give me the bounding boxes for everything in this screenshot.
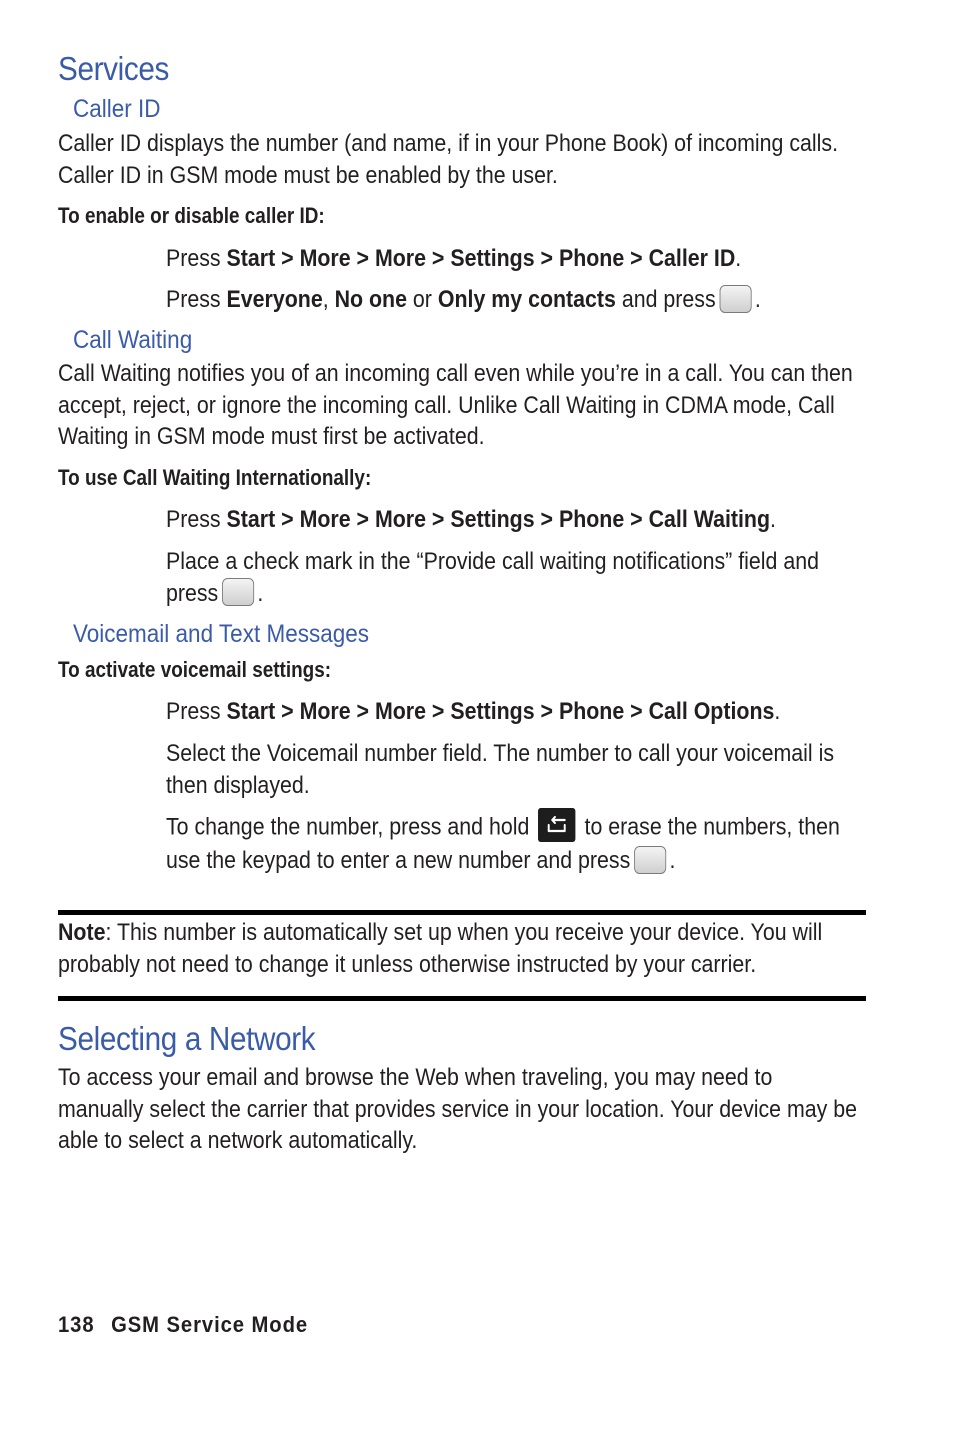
call-waiting-step-1: Press Start > More > More > Settings > Phone > Call Waiting. xyxy=(166,506,776,533)
note-rule-top xyxy=(58,910,866,915)
page-title-services: Services xyxy=(58,50,170,87)
voicemail-step-1: Press Start > More > More > Settings > Phone > Call Options. xyxy=(166,698,781,725)
page-footer xyxy=(58,1312,308,1338)
caller-id-paragraph: Caller ID displays the number (and name, if in your Phone Book) of incoming calls. Caller ID in GSM mode must be enabled by the user. xyxy=(58,130,839,189)
network-paragraph: To access your email and browse the Web when traveling, you may need to manually select the carrier that provides service in your location. Your device may be able to select a network automatically. xyxy=(58,1064,858,1154)
heading-caller-id: Caller ID xyxy=(73,95,161,123)
ok-key-icon xyxy=(719,285,751,313)
subheading-call-waiting-intl: To use Call Waiting Internationally: xyxy=(58,465,372,490)
heading-selecting-network: Selecting a Network xyxy=(58,1020,316,1057)
subheading-enable-caller-id: To enable or disable caller ID: xyxy=(58,203,325,228)
subheading-voicemail-settings: To activate voicemail settings: xyxy=(58,657,332,682)
voicemail-step-2: Select the Voicemail number field. The number to call your voicemail is then displayed. xyxy=(166,740,835,799)
note-rule-bottom xyxy=(58,996,866,1001)
heading-voicemail: Voicemail and Text Messages xyxy=(73,620,370,648)
note-label: Note xyxy=(58,919,106,946)
back-key-icon xyxy=(538,808,575,842)
call-waiting-step-2: Place a check mark in the “Provide call waiting notifications” field and press . xyxy=(166,548,819,607)
call-waiting-paragraph: Call Waiting notifies you of an incoming call even while you’re in a call. You can then accept, reject, or ignore the incoming call. Unlike Call Waiting in CDMA mode, Call Waiting in GSM mode must first be activated. xyxy=(58,360,853,450)
voicemail-step-3: To change the number, press and hold to erase the numbers, then use the keypad to enter a new number and press . xyxy=(166,811,865,877)
heading-call-waiting: Call Waiting xyxy=(73,326,193,354)
section-name: GSM Service Mode xyxy=(111,1312,309,1337)
page-number: 138 xyxy=(58,1312,95,1337)
note-paragraph: Note: This number is automatically set up when you receive your device. You will probably not need to change it unless otherwise instructed by your carrier. xyxy=(58,919,823,978)
caller-id-step-2: Press Everyone, No one or Only my contacts and press . xyxy=(166,286,761,313)
caller-id-step-1: Press Start > More > More > Settings > Phone > Caller ID. xyxy=(166,245,742,272)
ok-key-icon xyxy=(222,578,254,606)
ok-key-icon xyxy=(634,846,666,874)
